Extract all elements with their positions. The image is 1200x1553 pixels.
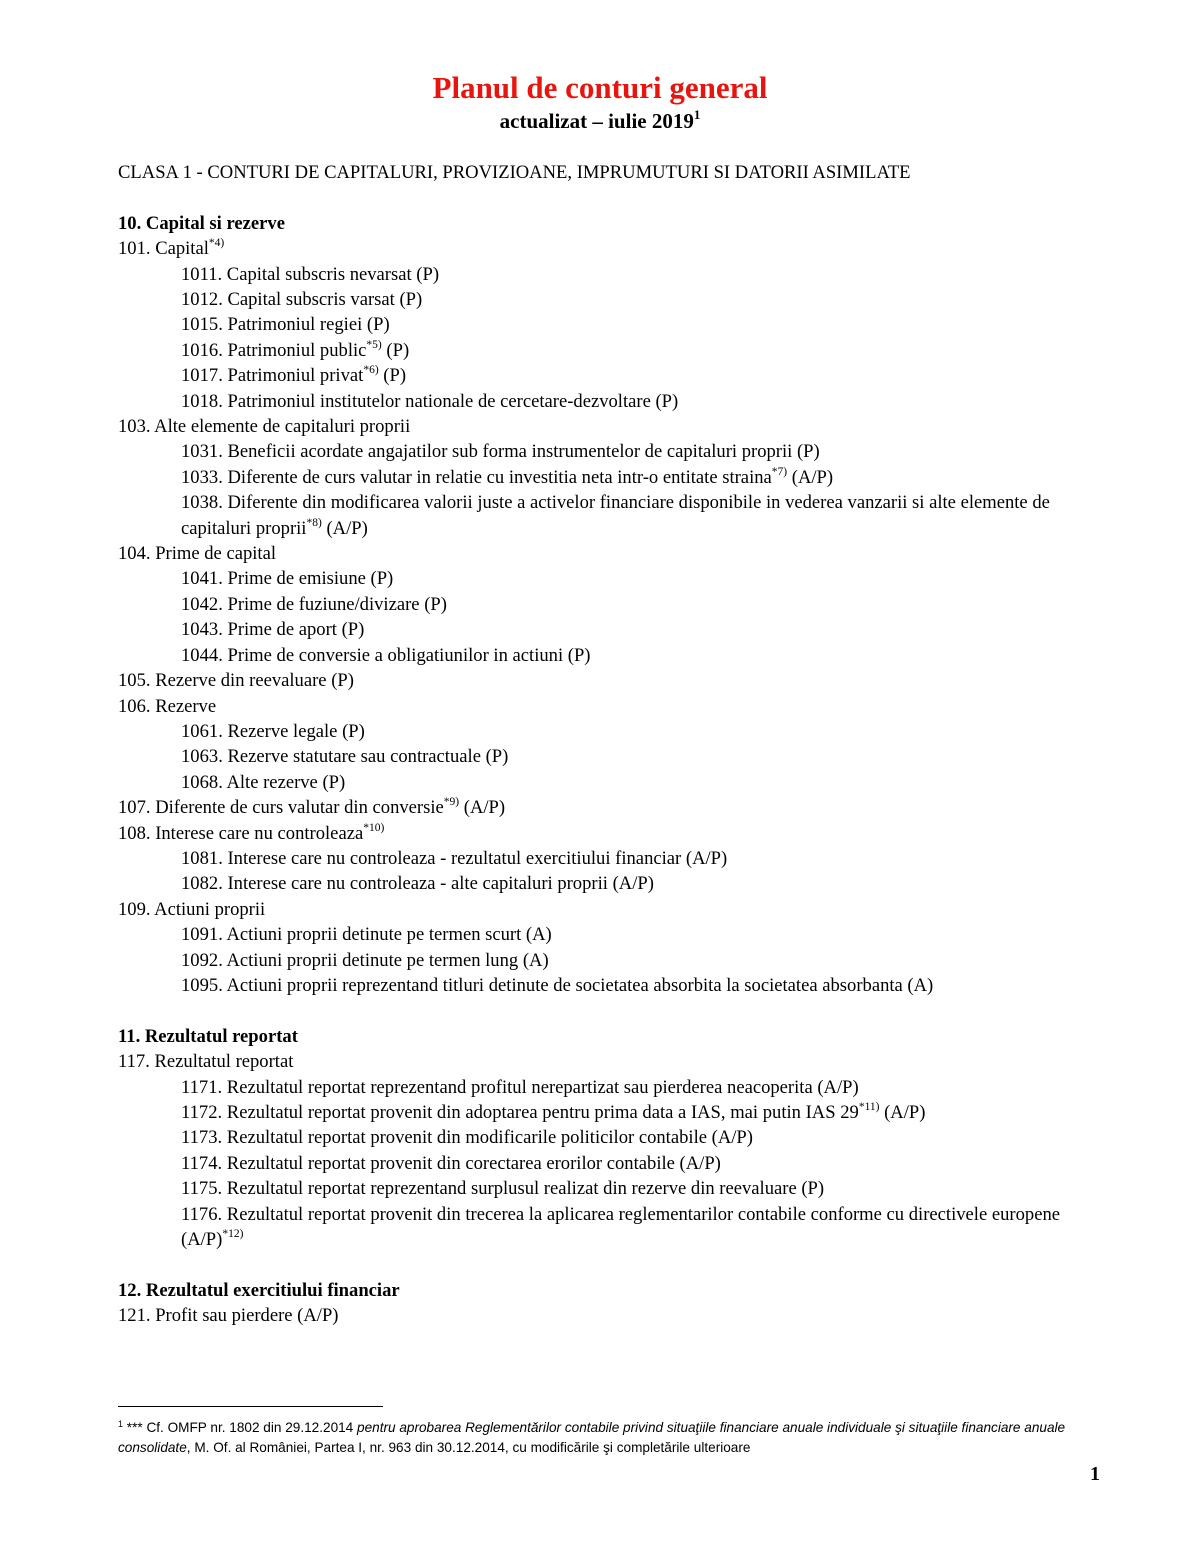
subaccount-row-text: 1015. Patrimoniul regiei (P)	[181, 314, 390, 336]
footnote-marker: 1	[118, 1419, 124, 1429]
subaccount-row-text: 1092. Actiuni proprii detinute pe termen lung (A)	[181, 949, 549, 971]
subaccount-row-text: 1018. Patrimoniul institutelor nationale de cercetare-dezvoltare (P)	[181, 390, 679, 412]
footnote-text-italic: pentru aprobarea Reglementărilor contabile privind situaţiile financiare anuale individuale şi situaţiile financiare anuale consolidate	[118, 1420, 1066, 1455]
subaccount-row-suffix: (A/P)	[787, 466, 834, 488]
sections-container	[118, 211, 1098, 1329]
subaccount-row	[118, 744, 1098, 769]
account-row	[118, 694, 1098, 719]
account-row-text: 117. Rezultatul reportat	[118, 1051, 294, 1073]
subaccount-row	[118, 389, 1098, 414]
subaccount-row-text: 1038. Diferente din modificarea valorii juste a activelor financiare disponibile in vederea vanzarii si alte elemente de capitaluri proprii	[181, 492, 1050, 539]
account-row	[118, 668, 1098, 693]
subaccount-row	[118, 566, 1098, 591]
subaccount-row-suffix: (P)	[381, 339, 410, 361]
document-subtitle	[0, 106, 1200, 136]
subaccount-row	[118, 617, 1098, 642]
subaccount-row	[118, 922, 1098, 947]
note-reference[interactable]: *5)	[366, 338, 382, 351]
subaccount-row	[118, 287, 1098, 312]
account-row-text: 105. Rezerve din reevaluare (P)	[118, 670, 354, 692]
subaccount-row-suffix: (P)	[378, 365, 407, 387]
subaccount-row	[118, 1176, 1098, 1201]
subaccount-row-text: 1171. Rezultatul reportat reprezentand profitul nerepartizat sau pierderea neacoperita (A/P)	[181, 1076, 859, 1098]
subaccount-row-text: 1176. Rezultatul reportat provenit din trecerea la aplicarea reglementarilor contabile conforme cu directivele europene (A/P)	[181, 1203, 1060, 1251]
subaccount-row-text: 1033. Diferente de curs valutar in relatie cu investitia neta intr-o entitate straina	[181, 466, 772, 488]
subaccount-row-text: 1173. Rezultatul reportat provenit din modificarile politicilor contabile (A/P)	[181, 1127, 753, 1149]
footnote-text-2: , M. Of. al României, Partea I, nr. 963 din 30.12.2014, cu modificările şi completările ulterioare	[186, 1440, 751, 1455]
subaccount-row-text: 1175. Rezultatul reportat reprezentand surplusul realizat din rezerve din reevaluare (P)	[181, 1178, 825, 1200]
subaccount-row-text: 1082. Interese care nu controleaza - alte capitaluri proprii (A/P)	[181, 873, 654, 895]
note-reference[interactable]: *11)	[858, 1101, 880, 1113]
subaccount-row-text: 1172. Rezultatul reportat provenit din adoptarea pentru prima data a IAS, mai putin IAS 29	[181, 1102, 859, 1123]
account-row	[118, 897, 1098, 922]
subaccount-row-text: 1068. Alte rezerve (P)	[181, 771, 346, 793]
account-row	[118, 236, 1098, 261]
page-number: 1	[1090, 1463, 1100, 1485]
subaccount-row	[118, 490, 1098, 541]
subaccount-row-text: 1091. Actiuni proprii detinute pe termen scurt (A)	[181, 924, 552, 946]
subaccount-row	[118, 439, 1098, 464]
subaccount-row	[118, 1125, 1098, 1150]
subaccount-row	[118, 1151, 1098, 1176]
note-reference[interactable]: *12)	[222, 1228, 244, 1241]
section-title: 11. Rezultatul reportat	[118, 1025, 298, 1047]
account-row	[118, 821, 1098, 846]
note-reference[interactable]: *9)	[443, 796, 460, 809]
footnote-text-1: *** Cf. OMFP nr. 1802 din 29.12.2014	[123, 1420, 358, 1435]
subaccount-row	[118, 262, 1098, 287]
subaccount-row-text: 1063. Rezerve statutare sau contractuale (P)	[181, 746, 509, 768]
subaccount-row	[118, 643, 1098, 668]
account-row-text: 106. Rezerve	[118, 695, 217, 717]
account-row-text: 121. Profit sau pierdere (A/P)	[118, 1305, 339, 1327]
subaccount-row-text: 1041. Prime de emisiune (P)	[181, 568, 394, 590]
subaccount-row-suffix: (A/P)	[321, 517, 368, 539]
subaccount-row	[118, 1100, 1098, 1125]
subaccount-row	[118, 312, 1098, 337]
subaccount-row-text: 1017. Patrimoniul privat	[181, 365, 364, 387]
class-title: CLASA 1 - CONTURI DE CAPITALURI, PROVIZIOANE, IMPRUMUTURI SI DATORII ASIMILATE	[118, 162, 911, 183]
section-title: 12. Rezultatul exercitiului financiar	[118, 1279, 400, 1301]
subaccount-row-text: 1061. Rezerve legale (P)	[181, 720, 365, 742]
subaccount-row	[118, 948, 1098, 973]
subaccount-row	[118, 846, 1098, 871]
footnote-reference[interactable]: 1	[693, 107, 701, 122]
account-row-text: 109. Actiuni proprii	[118, 898, 266, 920]
subaccount-row-text: 1174. Rezultatul reportat provenit din corectarea erorilor contabile (A/P)	[181, 1152, 721, 1174]
footnote	[118, 1418, 1103, 1458]
account-row	[118, 795, 1098, 820]
subaccount-row	[118, 1075, 1098, 1100]
subaccount-row	[118, 871, 1098, 896]
account-row-text: 107. Diferente de curs valutar din conversie	[118, 797, 444, 819]
account-row-text: 108. Interese care nu controleaza	[118, 822, 364, 844]
subaccount-row	[118, 719, 1098, 744]
account-row-suffix: (A/P)	[459, 797, 506, 819]
note-reference[interactable]: *7)	[771, 465, 788, 478]
note-reference[interactable]: *6)	[363, 364, 379, 377]
subaccount-row-text: 1042. Prime de fuziune/divizare (P)	[181, 593, 447, 615]
account-row	[118, 541, 1098, 566]
account-row	[118, 1303, 1098, 1328]
account-row-text: 101. Capital	[118, 238, 209, 260]
section-title: 10. Capital si rezerve	[118, 212, 285, 234]
subaccount-row-text: 1095. Actiuni proprii reprezentand titluri detinute de societatea absorbita la societatea absorbanta (A)	[181, 974, 934, 996]
subaccount-row	[118, 770, 1098, 795]
subaccount-row	[118, 592, 1098, 617]
note-reference[interactable]: *8)	[306, 516, 322, 529]
account-row	[118, 1049, 1098, 1074]
subaccount-row	[118, 1202, 1098, 1253]
subtitle-text: actualizat – iulie 2019	[499, 109, 694, 133]
subaccount-row-text: 1012. Capital subscris varsat (P)	[181, 289, 423, 311]
subaccount-row-text: 1081. Interese care nu controleaza - rezultatul exercitiului financiar (A/P)	[181, 847, 728, 869]
subaccount-row	[118, 973, 1098, 998]
account-plan-body	[118, 160, 1098, 1329]
subaccount-row-text: 1044. Prime de conversie a obligatiunilor in actiuni (P)	[181, 644, 591, 666]
document-title: Planul de conturi general	[432, 70, 768, 105]
footnote-separator	[118, 1406, 383, 1407]
subaccount-row-suffix: (A/P)	[879, 1102, 926, 1123]
note-reference[interactable]: *10)	[363, 821, 385, 834]
account-row-text: 103. Alte elemente de capitaluri proprii	[118, 416, 411, 438]
note-reference[interactable]: *4)	[208, 237, 225, 250]
subaccount-row-text: 1016. Patrimoniul public	[181, 339, 367, 361]
subaccount-row	[118, 363, 1098, 388]
subaccount-row	[118, 338, 1098, 363]
account-row-text: 104. Prime de capital	[118, 543, 277, 565]
subaccount-row	[118, 465, 1098, 490]
account-row	[118, 414, 1098, 439]
subaccount-row-text: 1011. Capital subscris nevarsat (P)	[181, 263, 440, 285]
subaccount-row-text: 1043. Prime de aport (P)	[181, 619, 365, 641]
subaccount-row-text: 1031. Beneficii acordate angajatilor sub forma instrumentelor de capitaluri proprii (P)	[181, 441, 820, 463]
